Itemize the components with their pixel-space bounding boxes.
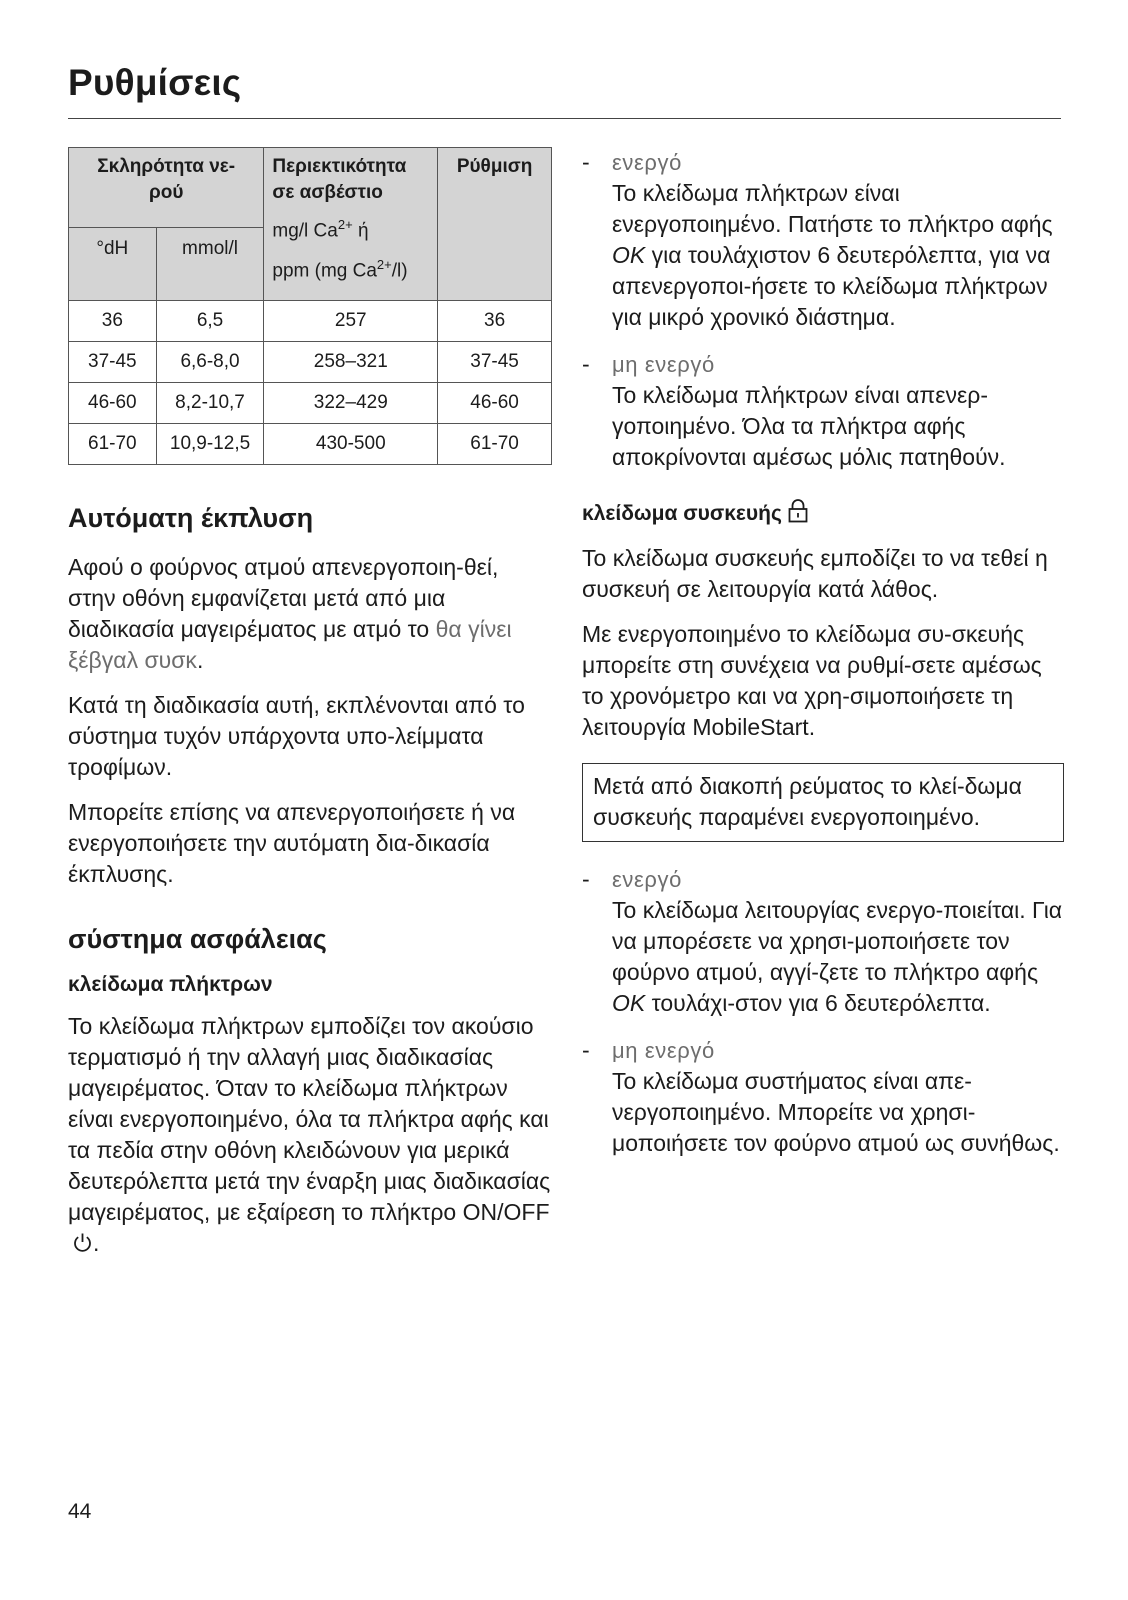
key-lock-option-off	[582, 349, 1064, 473]
dash: -	[582, 149, 590, 175]
cell-dh: 46-60	[69, 383, 157, 424]
unit-dh: °dH	[69, 228, 157, 301]
option-description: Το κλείδωμα πλήκτρων είναι απενερ-γοποιημένο. Όλα τα πλήκτρα αφής αποκρίνονται αμέσως μόλις πατηθούν.	[612, 382, 1006, 470]
appliance-lock-option-on	[582, 864, 1064, 1019]
cell-mg: 258–321	[264, 342, 438, 383]
right-column	[582, 147, 1064, 1175]
cell-mmol: 6,5	[156, 301, 264, 342]
dash: -	[582, 351, 590, 377]
page-number: 44	[68, 1500, 92, 1523]
unit-mmol: mmol/l	[156, 228, 264, 301]
appliance-lock-para-2: Με ενεργοποιημένο το κλείδωμα συ-σκευής μπορείτε στη συνέχεια να ρυθμί-σετε αμέσως το χρονόμετρο και να χρη-σιμοποιήσετε τη λειτουργία MobileStart.	[582, 621, 1042, 740]
cell-mmol: 6,6-8,0	[156, 342, 264, 383]
appliance-lock-para-1: Το κλείδωμα συσκευής εμποδίζει το να τεθεί η συσκευή σε λειτουργία κατά λάθος.	[582, 545, 1048, 602]
table-row	[69, 301, 552, 342]
cell-dh: 37-45	[69, 342, 157, 383]
option-label: ενεργό	[612, 867, 682, 892]
option-description: Το κλείδωμα λειτουργίας ενεργο-ποιείται. Για να μπορέσετε να χρησι-μοποιήσετε τον φούρνο ατμού, αγγί-ζετε το πλήκτρο αφής OK τουλάχι-στον για 6 δευτερόλεπτα.	[612, 897, 1063, 1016]
key-lock-option-on	[582, 147, 1064, 333]
dash: -	[582, 866, 590, 892]
cell-mmol: 10,9-12,5	[156, 424, 264, 465]
option-label: ενεργό	[612, 150, 682, 175]
page-title: Ρυθμίσεις	[68, 62, 242, 103]
header-water-hardness: Σκληρότητα νε- ρού	[69, 148, 264, 228]
power-icon	[72, 1231, 93, 1262]
cell-mg: 257	[264, 301, 438, 342]
auto-rinse-heading: Αυτόματη έκπλυση	[68, 503, 314, 533]
unit-ppm: ppm (mg $Ca^{2+}/l$)	[272, 257, 408, 282]
appliance-lock-heading: κλείδωμα συσκευής	[582, 499, 1064, 529]
header-limescale-content: Περιεκτικότητα σε ασβέστιο mg/l $Ca^{2+}$ ή ppm (mg $Ca^{2+}/l$)	[264, 148, 438, 301]
key-lock-para: Το κλείδωμα πλήκτρων εμποδίζει τον ακούσιο τερματισμό ή την αλλαγή μιας διαδικασίας μαγειρέματος. Όταν το κλείδωμα πλήκτρων είναι ενεργοποιημένο, όλα τα πλήκτρα αφής και τα πεδία στην οθόνη κλειδώνουν για μερικά δευτερόλεπτα μετά την έναρξη μιας διαδικασίας μαγειρέματος, με εξαίρεση το πλήκτρο ON/OFF.	[68, 1011, 552, 1262]
power-failure-notice: Μετά από διακοπή ρεύματος το κλεί-δωμα συσκευής παραμένει ενεργοποιημένο.	[582, 763, 1064, 842]
key-lock-heading: κλείδωμα πλήκτρων	[68, 973, 273, 996]
cell-setting: 36	[438, 301, 552, 342]
auto-rinse-para-1: Αφού ο φούρνος ατμού απενεργοποιη-θεί, στην οθόνη εμφανίζεται μετά από μια διαδικασία μαγειρέματος με ατμό το θα γίνει ξέβγαλ συσκ.	[68, 554, 512, 673]
cell-mmol: 8,2-10,7	[156, 383, 264, 424]
dash: -	[582, 1037, 590, 1063]
water-hardness-table	[68, 147, 552, 465]
table-row	[69, 383, 552, 424]
cell-mg: 430-500	[264, 424, 438, 465]
table-row	[69, 424, 552, 465]
left-column	[68, 147, 552, 1276]
appliance-lock-option-off	[582, 1035, 1064, 1159]
cell-mg: 322–429	[264, 383, 438, 424]
auto-rinse-para-2: Κατά τη διαδικασία αυτή, εκπλένονται από το σύστημα τυχόν υπάρχοντα υπο-λείμματα τροφίμων.	[68, 692, 525, 780]
option-label: μη ενεργό	[612, 1038, 715, 1063]
padlock-icon	[788, 499, 808, 529]
table-header-row	[69, 148, 552, 228]
display-message: θα γίνει ξέβγαλ συσκ	[68, 616, 512, 673]
option-description: Το κλείδωμα συστήματος είναι απε-νεργοποιημένο. Μπορείτε να χρησι-μοποιήσετε τον φούρνο ατμού ως συνήθως.	[612, 1068, 1060, 1156]
table-row	[69, 342, 552, 383]
title-divider	[68, 118, 1061, 119]
cell-dh: 36	[69, 301, 157, 342]
option-description: Το κλείδωμα πλήκτρων είναι ενεργοποιημένο. Πατήστε το πλήκτρο αφής OK για τουλάχιστον 6 δευτερόλεπτα, για να απενεργοποι-ήσετε το κλείδωμα πλήκτρων για μικρό χρονικό διάστημα.	[612, 180, 1053, 330]
cell-setting: 46-60	[438, 383, 552, 424]
auto-rinse-para-3: Μπορείτε επίσης να απενεργοποιήσετε ή να ενεργοποιήσετε την αυτόματη δια-δικασία έκπλυσης.	[68, 799, 516, 887]
safety-heading: σύστημα ασφάλειας	[68, 924, 327, 954]
cell-setting: 37-45	[438, 342, 552, 383]
unit-mg-ca: mg/l $Ca^{2+}$ ή	[272, 217, 369, 242]
header-setting: Ρύθμιση	[438, 148, 552, 301]
option-label: μη ενεργό	[612, 352, 715, 377]
cell-setting: 61-70	[438, 424, 552, 465]
cell-dh: 61-70	[69, 424, 157, 465]
